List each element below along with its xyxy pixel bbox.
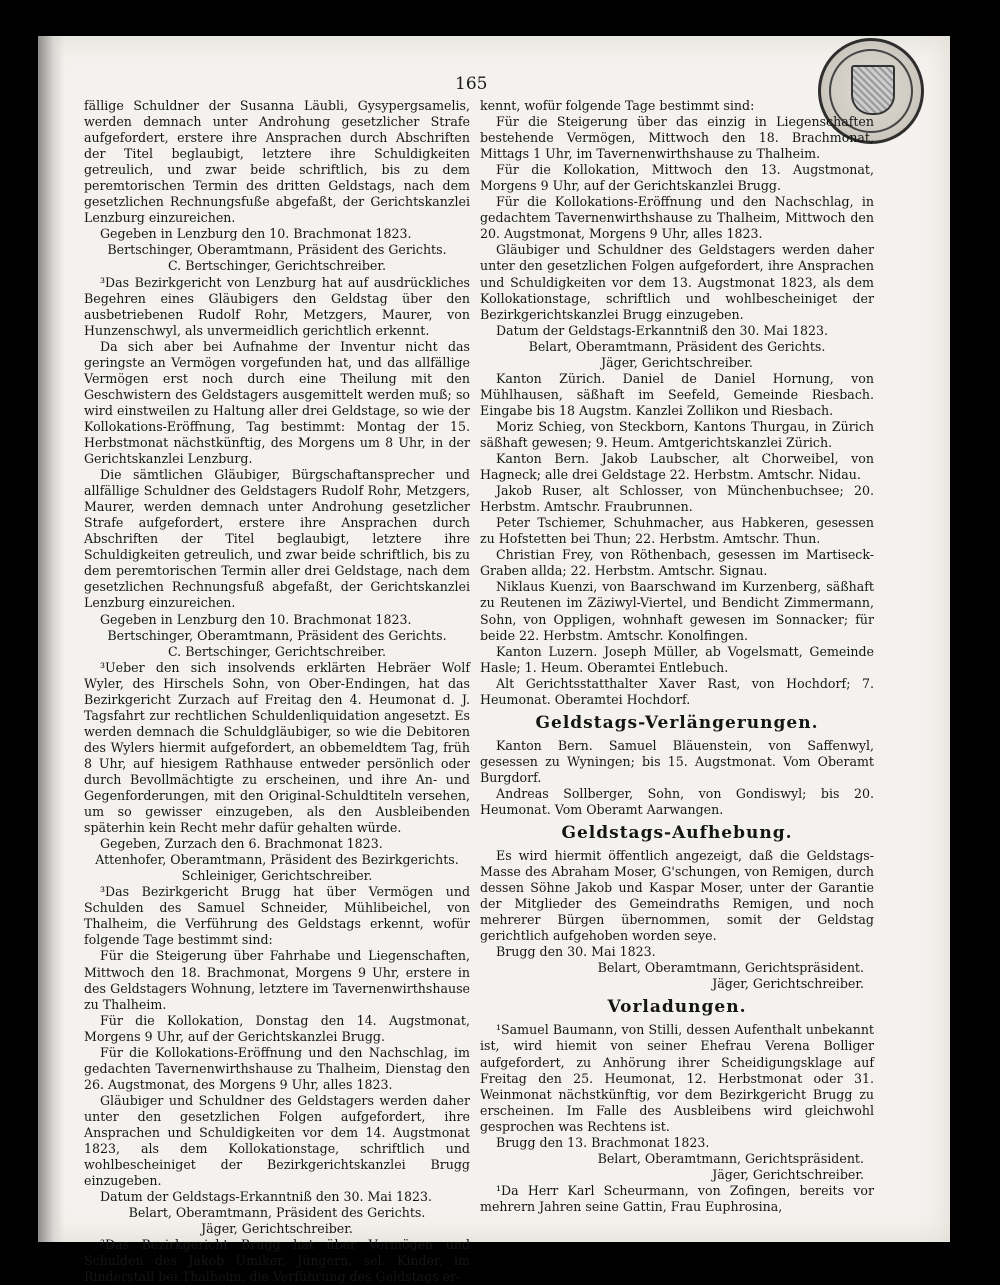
paragraph: Für die Kollokation, Mittwoch den 13. Augstmonat, Morgens 9 Uhr, auf der Gerichtskanzlei Brugg. bbox=[480, 162, 874, 194]
paragraph: Gläubiger und Schuldner des Geldstagers werden daher unter den gesetzlichen Folgen aufgefordert, ihre Ansprachen und Schuldigkeiten vor dem 14. Augstmonat 1823, als dem Kollokationstage, schriftlich und wohlbescheiniget der Bezirkgerichtskanzlei Brugg einzugeben. bbox=[84, 1092, 470, 1189]
page-number: 165 bbox=[455, 74, 488, 94]
paragraph: kennt, wofür folgende Tage bestimmt sind: bbox=[480, 98, 755, 113]
signature: C. Bertschinger, Gerichtschreiber. bbox=[168, 258, 386, 274]
list-item: Kanton Bern. Samuel Bläuenstein, von Saffenwyl, gesessen zu Wyningen; bis 15. Augstmonat. Vom Oberamt Burgdorf. bbox=[480, 737, 874, 785]
list-item: Niklaus Kuenzi, von Baarschwand im Kurzenberg, säßhaft zu Reutenen im Zäziwyl-Viertel, und Bendicht Zimmermann, Sohn, von Oppligen, wohnhaft gewesen im Sonnacker; für beide 22. Herbstm. Amtschr. Konolfingen. bbox=[480, 579, 874, 643]
paragraph: Da sich aber bei Aufnahme der Inventur nicht das geringste an Vermögen vorgefunden hat, und das allfällige Vermögen erst noch durch eine Theilung mit den Geschwistern des Geldstagers ausgemittelt werden muß; so wird einstweilen zu Haltung aller drei Geldstage, so wie der Kollokations-Eröffnung, Tag bestimmt: Montag der 15. Herbstmonat nächstkünftig, des Morgens um 8 Uhr, in der Gerichtskanzlei Lenzburg. bbox=[84, 338, 470, 467]
signature: Schleiniger, Gerichtschreiber. bbox=[181, 868, 373, 884]
signature: Jäger, Gerichtschreiber. bbox=[712, 1166, 864, 1182]
paragraph: Gläubiger und Schuldner des Geldstagers werden daher unter den gesetzlichen Folgen aufgefordert, ihre Ansprachen und Schuldigkeiten vor dem 13. Augstmonat 1823, als dem Kollokationstage, schriftlich und wohlbescheiniget der Bezirkgerichtskanzlei Brugg einzugeben. bbox=[480, 242, 874, 322]
signature: Belart, Oberamtmann, Gerichtspräsident. bbox=[597, 960, 864, 976]
date-line: Gegeben, Zurzach den 6. Brachmonat 1823. bbox=[100, 836, 383, 852]
date-line: Gegeben in Lenzburg den 10. Brachmonat 1823. bbox=[100, 226, 412, 242]
paragraph: Für die Kollokations-Eröffnung und den Nachschlag, in gedachtem Tavernenwirthshause zu Thalheim, Mittwoch den 20. Augstmonat, Morgens 9 Uhr, alles 1823. bbox=[480, 194, 874, 242]
signature: Jäger, Gerichtschreiber. bbox=[201, 1221, 353, 1237]
list-item: Kanton Bern. Jakob Laubscher, alt Chorweibel, von Hagneck; alle drei Geldstage 22. Herbstm. Amtschr. Nidau. bbox=[480, 451, 874, 483]
right-column bbox=[480, 98, 874, 1215]
date-line: Datum der Geldstags-Erkanntniß den 30. Mai 1823. bbox=[100, 1189, 433, 1205]
left-column bbox=[84, 98, 470, 1285]
section-heading-aufhebung: Geldstags-Aufhebung. bbox=[561, 823, 793, 844]
signature: Belart, Oberamtmann, Präsident des Gerichts. bbox=[528, 338, 826, 354]
paragraph: ³Das Bezirkgericht Brugg hat über Vermögen und Schulden des Samuel Schneider, Mühlibeichel, von Thalheim, die Verführung des Geldstags erkennt, wofür folgende Tage bestimmt sind: bbox=[84, 884, 470, 948]
signature: Belart, Oberamtmann, Präsident des Gerichts. bbox=[128, 1205, 426, 1221]
list-item: Moriz Schieg, von Steckborn, Kantons Thurgau, in Zürich säßhaft gewesen; 9. Heum. Amtgerichtskanzlei Zürich. bbox=[480, 418, 874, 450]
section-heading-vorladungen: Vorladungen. bbox=[607, 997, 747, 1018]
paragraph: ³Das Bezirkgericht von Lenzburg hat auf ausdrückliches Begehren eines Gläubigers den Geldstag über den ausbetriebenen Rudolf Rohr, Metzgers, Maurer, von Hunzenschwyl, als unvermeidlich gerichtlich erkennt. bbox=[84, 274, 470, 338]
paragraph: ¹Da Herr Karl Scheurmann, von Zofingen, bereits vor mehrern Jahren seine Gattin, Frau Euphrosina, bbox=[480, 1182, 874, 1214]
signature: Bertschinger, Oberamtmann, Präsident des Gerichts. bbox=[107, 242, 447, 258]
signature: C. Bertschinger, Gerichtschreiber. bbox=[168, 643, 386, 659]
paragraph: ³Ueber den sich insolvends erklärten Hebräer Wolf Wyler, des Hirschels Sohn, von Ober-Endingen, hat das Bezirkgericht Zurzach auf Freitag den 4. Heumonat d. J. Tagsfahrt zur rechtlichen Schuldenliquidation angesetzt. Es werden demnach die Schuldgläubiger, so wie die Debitoren des Wylers hiermit aufgefordert, an obbemeldtem Tag, früh 8 Uhr, auf hiesigem Rathhause entweder persönlich oder durch Bevollmächtigte zu erscheinen, und ihre An- und Gegenforderungen, mit den Original-Schuldtiteln versehen, um so gewisser einzugeben, als den Ausbleibenden späterhin kein Recht mehr dafür gehalten würde. bbox=[84, 659, 470, 836]
date-line: Datum der Geldstags-Erkanntniß den 30. Mai 1823. bbox=[496, 322, 829, 338]
signature: Attenhofer, Oberamtmann, Präsident des Bezirkgerichts. bbox=[95, 852, 459, 868]
signature: Bertschinger, Oberamtmann, Präsident des Gerichts. bbox=[107, 627, 447, 643]
paragraph: ¹Samuel Baumann, von Stilli, dessen Aufenthalt unbekannt ist, wird hiemit von seiner Ehefrau Verena Bolliger aufgefordert, zu Anhörung ihrer Scheidigungsklage auf Freitag den 25. Heumonat, 12. Herbstmonat oder 31. Weinmonat nächstkünftig, vor dem Bezirkgericht Brugg zu erscheinen. Im Falle des Ausbleibens wird gleichwohl gesprochen was Rechtens ist. bbox=[480, 1022, 874, 1134]
paragraph: Für die Kollokations-Eröffnung und den Nachschlag, im gedachten Tavernenwirthshause zu Thalheim, Dienstag den 26. Augstmonat, des Morgens 9 Uhr, alles 1823. bbox=[84, 1044, 470, 1092]
paragraph: Für die Steigerung über Fahrhabe und Liegenschaften, Mittwoch den 18. Brachmonat, Morgens 9 Uhr, erstere in des Geldstagers Wohnung, letztere im Tavernenwirthshause zu Thalheim. bbox=[84, 948, 470, 1012]
paragraph: Die sämtlichen Gläubiger, Bürgschaftansprecher und allfällige Schuldner des Geldstagers Rudolf Rohr, Metzgers, Maurer, werden demnach unter Androhung gesetzlicher Strafe aufgefordert, erstere ihre Ansprachen durch Abschriften der Titel beglaubigt, letztere ihre Schuldigkeiten getreulich, und zwar beide schriftlich, bis zu dem peremtorischen Termin aller drei Geldstage, nach dem gesetzlichen Rechnungsfuß abgefaßt, der Gerichtskanzlei Lenzburg einzureichen. bbox=[84, 467, 470, 611]
list-item: Andreas Sollberger, Sohn, von Gondiswyl; bis 20. Heumonat. Vom Oberamt Aarwangen. bbox=[480, 785, 874, 817]
paragraph: Für die Steigerung über das einzig in Liegenschaften bestehende Vermögen, Mittwoch den 18. Brachmonat, Mittags 1 Uhr, im Tavernenwirthshause zu Thalheim. bbox=[480, 114, 874, 162]
binding-shadow bbox=[38, 36, 64, 1242]
paragraph: fällige Schuldner der Susanna Läubli, Gysypergsamelis, werden demnach unter Androhung gesetzlicher Strafe aufgefordert, erstere ihre Ansprachen durch Abschriften der Titel beglaubigt, letztere ihre Schuldigkeiten getreulich, und zwar beide schriftlich, bis zu dem peremtorischen Termin des dritten Geldstags, nach dem gesetzlichen Rechnungsfuße abgefaßt, der Gerichtskanzlei Lenzburg einzureichen. bbox=[84, 98, 470, 226]
list-item: Peter Tschiemer, Schuhmacher, aus Habkeren, gesessen zu Hofstetten bei Thun; 22. Herbstm. Amtschr. Thun. bbox=[480, 515, 874, 547]
date-line: Brugg den 13. Brachmonat 1823. bbox=[496, 1134, 710, 1150]
paragraph: Für die Kollokation, Donstag den 14. Augstmonat, Morgens 9 Uhr, auf der Gerichtskanzlei Brugg. bbox=[84, 1012, 470, 1044]
signature: Belart, Oberamtmann, Gerichtspräsident. bbox=[597, 1150, 864, 1166]
list-item: Christian Frey, von Röthenbach, gesessen im Martiseck-Graben allda; 22. Herbstm. Amtschr. Signau. bbox=[480, 547, 874, 579]
list-item: Jakob Ruser, alt Schlosser, von Münchenbuchsee; 20. Herbstm. Amtschr. Fraubrunnen. bbox=[480, 483, 874, 515]
date-line: Brugg den 30. Mai 1823. bbox=[496, 944, 656, 960]
paragraph: ²Das Bezirkgericht Brugg hat über Vermögen und Schulden des Jakob Umiker, Jüngern, sel. Kinder, im Rinderstall bei Thalheim, die Verführung des Geldstags er- bbox=[84, 1237, 470, 1285]
paragraph: Es wird hiermit öffentlich angezeigt, daß die Geldstags-Masse des Abraham Moser, G'schungen, von Remigen, durch dessen Söhne Jakob und Kaspar Moser, unter der Garantie der Mitglieder des Gemeindraths Remigen, und noch mehrerer Bürgen übernommen, somit der Geldstag gerichtlich aufgehoben worden seye. bbox=[480, 848, 874, 944]
section-heading-verlaengerungen: Geldstags-Verlängerungen. bbox=[535, 712, 819, 733]
list-item: Kanton Zürich. Daniel de Daniel Hornung, von Mühlhausen, säßhaft im Seefeld, Gemeinde Riesbach. Eingabe bis 18 Augstm. Kanzlei Zollikon und Riesbach. bbox=[480, 370, 874, 418]
signature: Jäger, Gerichtschreiber. bbox=[601, 354, 753, 370]
date-line: Gegeben in Lenzburg den 10. Brachmonat 1823. bbox=[100, 611, 412, 627]
signature: Jäger, Gerichtschreiber. bbox=[712, 976, 864, 992]
list-item: Kanton Luzern. Joseph Müller, ab Vogelsmatt, Gemeinde Hasle; 1. Heum. Oberamtei Entlebuch. bbox=[480, 643, 874, 675]
list-item: Alt Gerichtsstatthalter Xaver Rast, von Hochdorf; 7. Heumonat. Oberamtei Hochdorf. bbox=[480, 675, 874, 707]
